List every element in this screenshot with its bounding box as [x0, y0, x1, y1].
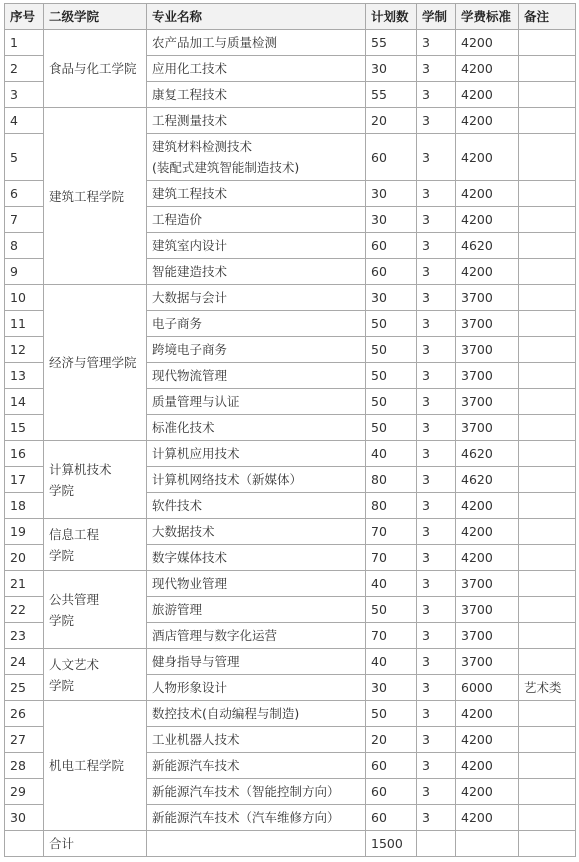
- major-name: 现代物流管理: [147, 363, 366, 389]
- tuition-fee: 4620: [456, 233, 519, 259]
- total-blank: [417, 831, 456, 857]
- plan-count: 50: [366, 415, 417, 441]
- tuition-fee: 4620: [456, 441, 519, 467]
- note: [519, 779, 576, 805]
- tuition-fee: 4200: [456, 753, 519, 779]
- row-number: 27: [5, 727, 44, 753]
- major-name: 建筑室内设计: [147, 233, 366, 259]
- tuition-fee: 4200: [456, 519, 519, 545]
- total-blank: [5, 831, 44, 857]
- row-number: 16: [5, 441, 44, 467]
- plan-count: 60: [366, 259, 417, 285]
- study-years: 3: [417, 597, 456, 623]
- plan-count: 60: [366, 233, 417, 259]
- note: [519, 233, 576, 259]
- study-years: 3: [417, 233, 456, 259]
- row-number: 17: [5, 467, 44, 493]
- tuition-fee: 4200: [456, 108, 519, 134]
- tuition-fee: 4200: [456, 545, 519, 571]
- note: [519, 441, 576, 467]
- table-row: [5, 441, 576, 467]
- study-years: 3: [417, 441, 456, 467]
- header-college: 二级学院: [44, 4, 147, 30]
- study-years: 3: [417, 545, 456, 571]
- tuition-fee: 4200: [456, 727, 519, 753]
- major-name: 电子商务: [147, 311, 366, 337]
- total-label: 合计: [44, 831, 147, 857]
- row-number: 13: [5, 363, 44, 389]
- major-name: 计算机应用技术: [147, 441, 366, 467]
- major-name: 建筑工程技术: [147, 181, 366, 207]
- study-years: 3: [417, 389, 456, 415]
- table-row: [5, 519, 576, 545]
- row-number: 22: [5, 597, 44, 623]
- note: [519, 108, 576, 134]
- plan-count: 60: [366, 805, 417, 831]
- plan-count: 60: [366, 134, 417, 181]
- note: [519, 649, 576, 675]
- major-name: 大数据与会计: [147, 285, 366, 311]
- major-name: 工业机器人技术: [147, 727, 366, 753]
- note: [519, 56, 576, 82]
- note: [519, 571, 576, 597]
- note: [519, 285, 576, 311]
- row-number: 24: [5, 649, 44, 675]
- enrollment-table: [4, 3, 576, 857]
- plan-count: 40: [366, 571, 417, 597]
- study-years: 3: [417, 207, 456, 233]
- study-years: 3: [417, 285, 456, 311]
- row-number: 30: [5, 805, 44, 831]
- row-number: 3: [5, 82, 44, 108]
- total-blank: [147, 831, 366, 857]
- row-number: 12: [5, 337, 44, 363]
- plan-count: 80: [366, 493, 417, 519]
- plan-count: 50: [366, 597, 417, 623]
- row-number: 2: [5, 56, 44, 82]
- tuition-fee: 4200: [456, 701, 519, 727]
- plan-count: 60: [366, 779, 417, 805]
- study-years: 3: [417, 571, 456, 597]
- plan-count: 30: [366, 56, 417, 82]
- college-cell: 经济与管理学院: [44, 285, 147, 441]
- tuition-fee: 4200: [456, 181, 519, 207]
- tuition-fee: 4200: [456, 30, 519, 56]
- note: [519, 597, 576, 623]
- plan-count: 70: [366, 623, 417, 649]
- tuition-fee: 3700: [456, 597, 519, 623]
- major-name: 智能建造技术: [147, 259, 366, 285]
- major-name: 数控技术(自动编程与制造): [147, 701, 366, 727]
- note: [519, 805, 576, 831]
- tuition-fee: 4200: [456, 56, 519, 82]
- study-years: 3: [417, 805, 456, 831]
- row-number: 28: [5, 753, 44, 779]
- major-name: 新能源汽车技术（智能控制方向）: [147, 779, 366, 805]
- tuition-fee: 3700: [456, 649, 519, 675]
- note: [519, 30, 576, 56]
- row-number: 15: [5, 415, 44, 441]
- college-cell: 公共管理 学院: [44, 571, 147, 649]
- plan-count: 55: [366, 82, 417, 108]
- total-blank: [519, 831, 576, 857]
- row-number: 10: [5, 285, 44, 311]
- table-row: [5, 649, 576, 675]
- study-years: 3: [417, 108, 456, 134]
- note: [519, 467, 576, 493]
- major-name: 质量管理与认证: [147, 389, 366, 415]
- header-no: 序号: [5, 4, 44, 30]
- plan-count: 30: [366, 207, 417, 233]
- tuition-fee: 4200: [456, 134, 519, 181]
- note: [519, 337, 576, 363]
- header-plan: 计划数: [366, 4, 417, 30]
- plan-count: 60: [366, 753, 417, 779]
- major-name: 现代物业管理: [147, 571, 366, 597]
- table-row: [5, 108, 576, 134]
- note: [519, 519, 576, 545]
- plan-count: 70: [366, 545, 417, 571]
- row-number: 5: [5, 134, 44, 181]
- plan-count: 70: [366, 519, 417, 545]
- note: [519, 753, 576, 779]
- total-blank: [456, 831, 519, 857]
- study-years: 3: [417, 337, 456, 363]
- study-years: 3: [417, 181, 456, 207]
- header-major: 专业名称: [147, 4, 366, 30]
- major-name: 人物形象设计: [147, 675, 366, 701]
- plan-count: 20: [366, 108, 417, 134]
- note: [519, 493, 576, 519]
- plan-count: 80: [366, 467, 417, 493]
- note: [519, 181, 576, 207]
- study-years: 3: [417, 134, 456, 181]
- tuition-fee: 4200: [456, 259, 519, 285]
- college-cell: 机电工程学院: [44, 701, 147, 831]
- study-years: 3: [417, 727, 456, 753]
- major-name: 应用化工技术: [147, 56, 366, 82]
- major-name: 标准化技术: [147, 415, 366, 441]
- row-number: 11: [5, 311, 44, 337]
- total-plan: 1500: [366, 831, 417, 857]
- study-years: 3: [417, 56, 456, 82]
- plan-count: 50: [366, 389, 417, 415]
- plan-count: 30: [366, 675, 417, 701]
- note: [519, 363, 576, 389]
- row-number: 1: [5, 30, 44, 56]
- plan-count: 50: [366, 337, 417, 363]
- major-name: 工程造价: [147, 207, 366, 233]
- table-row: [5, 571, 576, 597]
- row-number: 6: [5, 181, 44, 207]
- college-cell: 信息工程 学院: [44, 519, 147, 571]
- row-number: 4: [5, 108, 44, 134]
- tuition-fee: 3700: [456, 415, 519, 441]
- tuition-fee: 3700: [456, 337, 519, 363]
- study-years: 3: [417, 363, 456, 389]
- major-name: 计算机网络技术（新媒体）: [147, 467, 366, 493]
- plan-count: 50: [366, 311, 417, 337]
- tuition-fee: 4200: [456, 493, 519, 519]
- major-name: 康复工程技术: [147, 82, 366, 108]
- row-number: 18: [5, 493, 44, 519]
- header-note: 备注: [519, 4, 576, 30]
- note: [519, 701, 576, 727]
- header-fee: 学费标准: [456, 4, 519, 30]
- major-name: 软件技术: [147, 493, 366, 519]
- note: [519, 545, 576, 571]
- plan-count: 50: [366, 701, 417, 727]
- study-years: 3: [417, 467, 456, 493]
- row-number: 20: [5, 545, 44, 571]
- study-years: 3: [417, 493, 456, 519]
- plan-count: 30: [366, 181, 417, 207]
- row-number: 14: [5, 389, 44, 415]
- row-number: 8: [5, 233, 44, 259]
- total-row: [5, 831, 576, 857]
- study-years: 3: [417, 675, 456, 701]
- study-years: 3: [417, 82, 456, 108]
- header-years: 学制: [417, 4, 456, 30]
- row-number: 25: [5, 675, 44, 701]
- study-years: 3: [417, 259, 456, 285]
- major-name: 健身指导与管理: [147, 649, 366, 675]
- table-row: [5, 30, 576, 56]
- header-row: [5, 4, 576, 30]
- study-years: 3: [417, 311, 456, 337]
- study-years: 3: [417, 623, 456, 649]
- major-name: 新能源汽车技术: [147, 753, 366, 779]
- table-row: [5, 285, 576, 311]
- plan-count: 55: [366, 30, 417, 56]
- major-name: 农产品加工与质量检测: [147, 30, 366, 56]
- note: [519, 207, 576, 233]
- plan-count: 50: [366, 363, 417, 389]
- tuition-fee: 3700: [456, 285, 519, 311]
- plan-count: 40: [366, 441, 417, 467]
- major-name: 工程测量技术: [147, 108, 366, 134]
- study-years: 3: [417, 519, 456, 545]
- tuition-fee: 4200: [456, 207, 519, 233]
- major-name: 大数据技术: [147, 519, 366, 545]
- row-number: 19: [5, 519, 44, 545]
- study-years: 3: [417, 779, 456, 805]
- tuition-fee: 3700: [456, 389, 519, 415]
- note: [519, 415, 576, 441]
- college-cell: 人文艺术 学院: [44, 649, 147, 701]
- note: 艺术类: [519, 675, 576, 701]
- note: [519, 134, 576, 181]
- college-cell: 食品与化工学院: [44, 30, 147, 108]
- study-years: 3: [417, 753, 456, 779]
- major-name: 新能源汽车技术（汽车维修方向）: [147, 805, 366, 831]
- tuition-fee: 4200: [456, 82, 519, 108]
- note: [519, 259, 576, 285]
- major-name: 数字媒体技术: [147, 545, 366, 571]
- major-name: 旅游管理: [147, 597, 366, 623]
- row-number: 26: [5, 701, 44, 727]
- plan-count: 40: [366, 649, 417, 675]
- major-name: 跨境电子商务: [147, 337, 366, 363]
- plan-count: 20: [366, 727, 417, 753]
- tuition-fee: 6000: [456, 675, 519, 701]
- tuition-fee: 4620: [456, 467, 519, 493]
- row-number: 21: [5, 571, 44, 597]
- note: [519, 82, 576, 108]
- plan-count: 30: [366, 285, 417, 311]
- study-years: 3: [417, 701, 456, 727]
- note: [519, 623, 576, 649]
- row-number: 23: [5, 623, 44, 649]
- tuition-fee: 4200: [456, 779, 519, 805]
- college-cell: 建筑工程学院: [44, 108, 147, 285]
- note: [519, 311, 576, 337]
- major-name: 建筑材料检测技术 (装配式建筑智能制造技术): [147, 134, 366, 181]
- tuition-fee: 4200: [456, 805, 519, 831]
- row-number: 7: [5, 207, 44, 233]
- study-years: 3: [417, 415, 456, 441]
- note: [519, 389, 576, 415]
- tuition-fee: 3700: [456, 623, 519, 649]
- major-name: 酒店管理与数字化运营: [147, 623, 366, 649]
- row-number: 9: [5, 259, 44, 285]
- study-years: 3: [417, 649, 456, 675]
- table-row: [5, 701, 576, 727]
- row-number: 29: [5, 779, 44, 805]
- tuition-fee: 3700: [456, 363, 519, 389]
- tuition-fee: 3700: [456, 311, 519, 337]
- study-years: 3: [417, 30, 456, 56]
- note: [519, 727, 576, 753]
- college-cell: 计算机技术 学院: [44, 441, 147, 519]
- tuition-fee: 3700: [456, 571, 519, 597]
